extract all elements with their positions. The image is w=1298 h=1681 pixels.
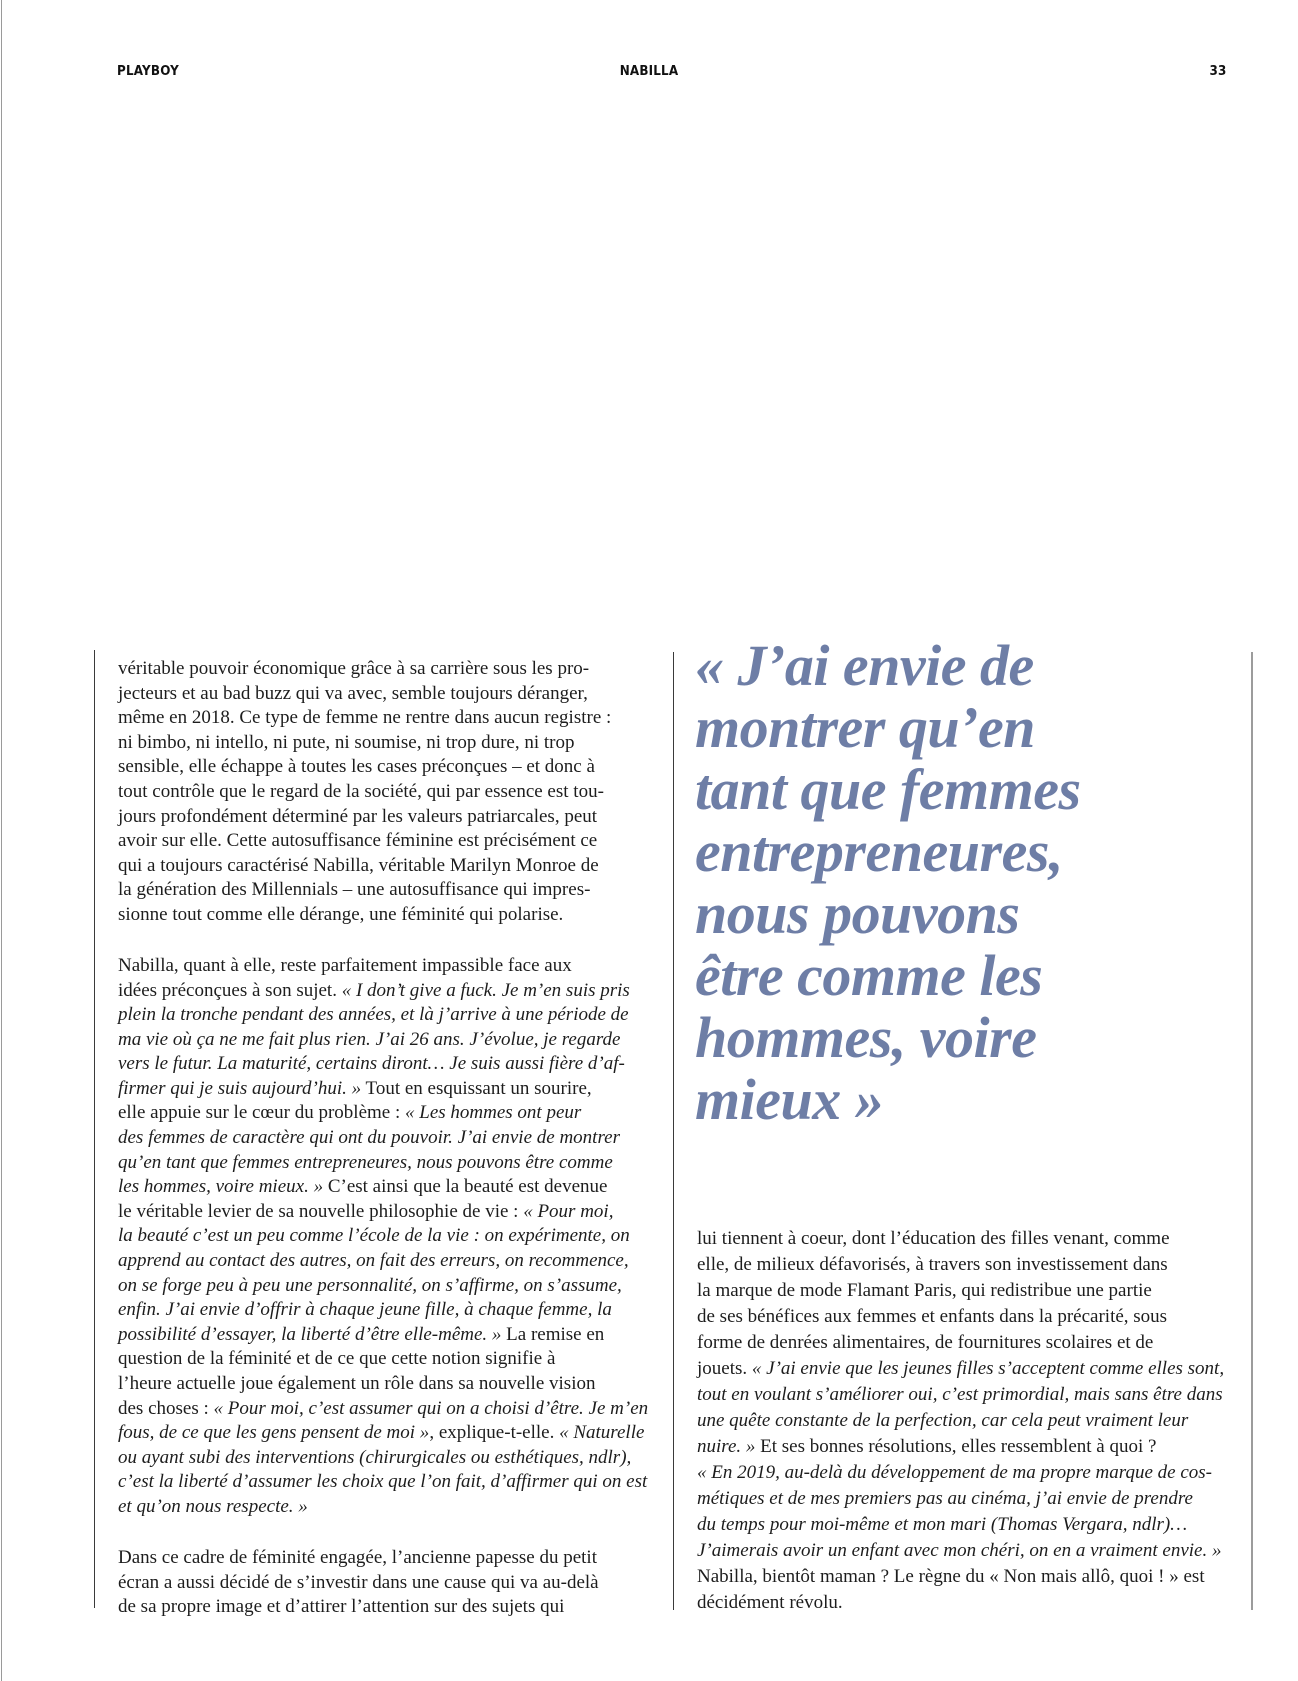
text-line	[697, 1330, 1237, 1356]
pull-quote	[695, 635, 1255, 1131]
text-line	[697, 1278, 1237, 1304]
quote-run: et qu’on nous respecte. »	[118, 1495, 308, 1517]
text-line	[697, 1382, 1237, 1408]
quote-run: ma vie où ça ne me fait plus rien. J’ai 26 ans. J’évolue, je regarde	[118, 1028, 621, 1050]
text-line	[118, 1347, 658, 1372]
text-line	[118, 954, 658, 979]
text-line	[118, 1323, 658, 1348]
quote-run: plein la tronche pendant des années, et là j’arrive à une période de	[118, 1004, 629, 1026]
text-line	[118, 1546, 658, 1571]
text-line	[697, 1434, 1237, 1460]
text-line	[118, 1077, 658, 1102]
pull-quote-line: mieux »	[695, 1067, 884, 1132]
text-line	[697, 1564, 1237, 1590]
pull-quote-line: « J’ai envie de	[695, 633, 1034, 698]
text-line	[697, 1252, 1237, 1278]
text-line	[118, 1571, 658, 1596]
pull-quote-line: être comme les	[695, 943, 1043, 1008]
text-line	[118, 1151, 658, 1176]
text-run: question de la féminité et de ce que cette notion signifie à	[118, 1348, 556, 1370]
quote-run: « I don’t give a fuck. Je m’en suis pris	[341, 979, 630, 1001]
quote-run: « En 2019, au-delà du développement de ma propre marque de cos-	[697, 1462, 1212, 1483]
quote-run: « J’ai envie que les jeunes filles s’acceptent comme elles sont,	[751, 1358, 1225, 1379]
text-run: sensible, elle échappe à toutes les cases préconçues – et donc à	[118, 756, 595, 778]
text-line	[118, 731, 658, 756]
text-run: le véritable levier de sa nouvelle philosophie de vie :	[118, 1200, 524, 1222]
quote-run: « Les hommes ont peur	[405, 1102, 582, 1124]
quote-run: la beauté c’est un peu comme l’école de la vie : on expérimente, on	[118, 1225, 630, 1247]
left-column-rule	[94, 650, 95, 1608]
text-run: forme de denrées alimentaires, de fournitures scolaires et de	[697, 1332, 1154, 1353]
text-run: véritable pouvoir économique grâce à sa carrière sous les pro-	[118, 658, 590, 679]
text-run: même en 2018. Ce type de femme ne rentre dans aucun registre :	[118, 707, 612, 729]
text-line	[118, 1298, 658, 1323]
text-run: tout contrôle que le regard de la société, qui par essence est tou-	[118, 780, 604, 802]
paragraph	[118, 657, 658, 928]
text-line	[118, 805, 658, 830]
text-line	[118, 1249, 658, 1274]
quote-run: une quête constante de la perfection, car cela peut vraiment leur	[697, 1410, 1189, 1431]
text-line	[118, 1200, 658, 1225]
text-line	[118, 780, 658, 805]
text-line	[118, 1126, 658, 1151]
text-line	[118, 1274, 658, 1299]
quote-run: firmer qui je suis aujourd’hui. »	[118, 1077, 362, 1099]
paragraph	[118, 954, 658, 1520]
text-line	[118, 903, 658, 928]
text-line	[118, 1372, 658, 1397]
quote-run: du temps pour moi-même et mon mari (Thomas Vergara, ndlr)…	[697, 1514, 1188, 1535]
quote-run: tout en voulant s’améliorer oui, c’est primordial, mais sans être dans	[697, 1384, 1223, 1405]
text-run: Dans ce cadre de féminité engagée, l’ancienne papesse du petit	[118, 1546, 597, 1568]
text-run: avoir sur elle. Cette autosuffisance féminine est précisément ce	[118, 830, 598, 852]
quote-run: J’aimerais avoir un enfant avec mon chéri, on en a vraiment envie. »	[697, 1540, 1222, 1561]
text-run: Tout en esquissant un sourire,	[361, 1077, 592, 1099]
text-run: décidément révolu.	[697, 1592, 843, 1613]
text-line	[118, 1028, 658, 1053]
quote-run: « Pour moi, c’est assumer qui on a choisi d’être. Je m’en	[213, 1397, 649, 1419]
pull-quote-line: tant que femmes	[695, 757, 1081, 822]
text-run: elle, de milieux défavorisés, à travers son investissement dans	[697, 1254, 1168, 1275]
quote-run: fous, de ce que les gens pensent de moi »	[118, 1422, 430, 1444]
quote-run: qu’en tant que femmes entrepreneures, nous pouvons être comme	[118, 1151, 613, 1173]
text-run: lui tiennent à coeur, dont l’éducation des filles venant, comme	[697, 1228, 1170, 1249]
text-run: jecteurs et au bad buzz qui va avec, semble toujours déranger,	[118, 682, 588, 704]
quote-run: ou ayant subi des interventions (chirurgicales ou esthétiques, ndlr),	[118, 1446, 632, 1468]
text-run: qui a toujours caractérisé Nabilla, véritable Marilyn Monroe de	[118, 854, 599, 876]
text-line	[118, 1595, 658, 1620]
text-line	[118, 1175, 658, 1200]
text-line	[697, 1304, 1237, 1330]
quote-run: des femmes de caractère qui ont du pouvoir. J’ai envie de montrer	[118, 1127, 620, 1149]
quote-run: métiques et de mes premiers pas au cinéma, j’ai envie de prendre	[697, 1488, 1193, 1509]
left-text-column	[118, 657, 658, 1620]
text-line	[118, 854, 658, 879]
text-run: écran a aussi décidé de s’investir dans une cause qui va au-delà	[118, 1571, 599, 1593]
text-line	[697, 1460, 1237, 1486]
text-run: l’heure actuelle joue également un rôle dans sa nouvelle vision	[118, 1373, 596, 1395]
magazine-name: PLAYBOY	[117, 64, 179, 79]
text-line	[118, 829, 658, 854]
text-run: jours profondément déterminé par les valeurs patriarcales, peut	[118, 805, 598, 827]
text-run: , explique-t-elle.	[429, 1422, 560, 1444]
quote-run: on se forge peu à peu une personnalité, on s’affirme, on s’assume,	[118, 1274, 622, 1296]
text-line	[118, 1397, 658, 1422]
quote-run: les hommes, voire mieux. »	[118, 1176, 324, 1198]
text-run: Et ses bonnes résolutions, elles ressemblent à quoi ?	[755, 1436, 1157, 1457]
text-line	[697, 1226, 1237, 1252]
pull-quote-line: montrer qu’en	[695, 695, 1035, 760]
quote-run: possibilité d’essayer, la liberté d’être elle-même. »	[118, 1323, 502, 1345]
section-title: NABILLA	[619, 64, 679, 79]
text-line	[697, 1590, 1237, 1616]
quote-run: enfin. J’ai envie d’offrir à chaque jeune fille, à chaque femme, la	[118, 1299, 612, 1321]
text-run: sionne tout comme elle dérange, une féminité qui polarise.	[118, 903, 564, 925]
text-line	[118, 979, 658, 1004]
pull-quote-line: nous pouvons	[695, 881, 1020, 946]
quote-run: vers le futur. La maturité, certains diront… Je suis aussi fière d’af-	[118, 1053, 625, 1075]
text-line	[118, 1421, 658, 1446]
page-edge	[1, 0, 2, 1681]
quote-run: apprend au contact des autres, on fait des erreurs, on recommence,	[118, 1250, 629, 1272]
right-text-column	[697, 1226, 1237, 1616]
quote-run: « Pour moi,	[523, 1200, 614, 1222]
text-line	[118, 1495, 658, 1520]
pull-quote-line: hommes, voire	[695, 1005, 1037, 1070]
text-run: Nabilla, quant à elle, reste parfaitement impassible face aux	[118, 954, 572, 976]
text-line	[697, 1538, 1237, 1564]
pull-quote-line: entrepreneures,	[695, 819, 1063, 884]
quote-run: nuire. »	[697, 1436, 756, 1457]
text-line	[697, 1408, 1237, 1434]
quote-run: c’est la liberté d’assumer les choix que l’on fait, d’affirmer qui on est	[118, 1471, 648, 1493]
paragraph	[697, 1226, 1237, 1616]
text-run: la génération des Millennials – une autosuffisance qui impres-	[118, 879, 591, 901]
page-number: 33	[1208, 64, 1226, 79]
text-line	[697, 1486, 1237, 1512]
text-run: de sa propre image et d’attirer l’attention sur des sujets qui	[118, 1596, 565, 1618]
text-line	[118, 755, 658, 780]
text-line	[697, 1356, 1237, 1382]
text-line	[118, 1052, 658, 1077]
text-run: ni bimbo, ni intello, ni pute, ni soumise, ni trop dure, ni trop	[118, 731, 575, 753]
text-run: la marque de mode Flamant Paris, qui redistribue une partie	[697, 1280, 1152, 1301]
text-run: Nabilla, bientôt maman ? Le règne du « Non mais allô, quoi ! » est	[697, 1566, 1205, 1587]
text-run: de ses bénéfices aux femmes et enfants dans la précarité, sous	[697, 1306, 1168, 1327]
text-run: elle appuie sur le cœur du problème :	[118, 1102, 406, 1124]
right-column-rule	[673, 652, 674, 1610]
quote-run: « Naturelle	[559, 1422, 645, 1444]
text-line	[118, 657, 658, 682]
text-line	[118, 706, 658, 731]
text-line	[118, 1003, 658, 1028]
text-line	[118, 1101, 658, 1126]
text-run: C’est ainsi que la beauté est devenue	[323, 1176, 608, 1198]
paragraph	[118, 1546, 658, 1620]
text-run: jouets.	[697, 1358, 752, 1379]
text-run: La remise en	[501, 1323, 605, 1345]
text-line	[118, 878, 658, 903]
text-line	[118, 682, 658, 707]
text-run: idées préconçues à son sujet.	[118, 979, 342, 1001]
text-run: des choses :	[118, 1397, 214, 1419]
text-line	[118, 1470, 658, 1495]
text-line	[697, 1512, 1237, 1538]
text-line	[118, 1224, 658, 1249]
text-line	[118, 1446, 658, 1471]
